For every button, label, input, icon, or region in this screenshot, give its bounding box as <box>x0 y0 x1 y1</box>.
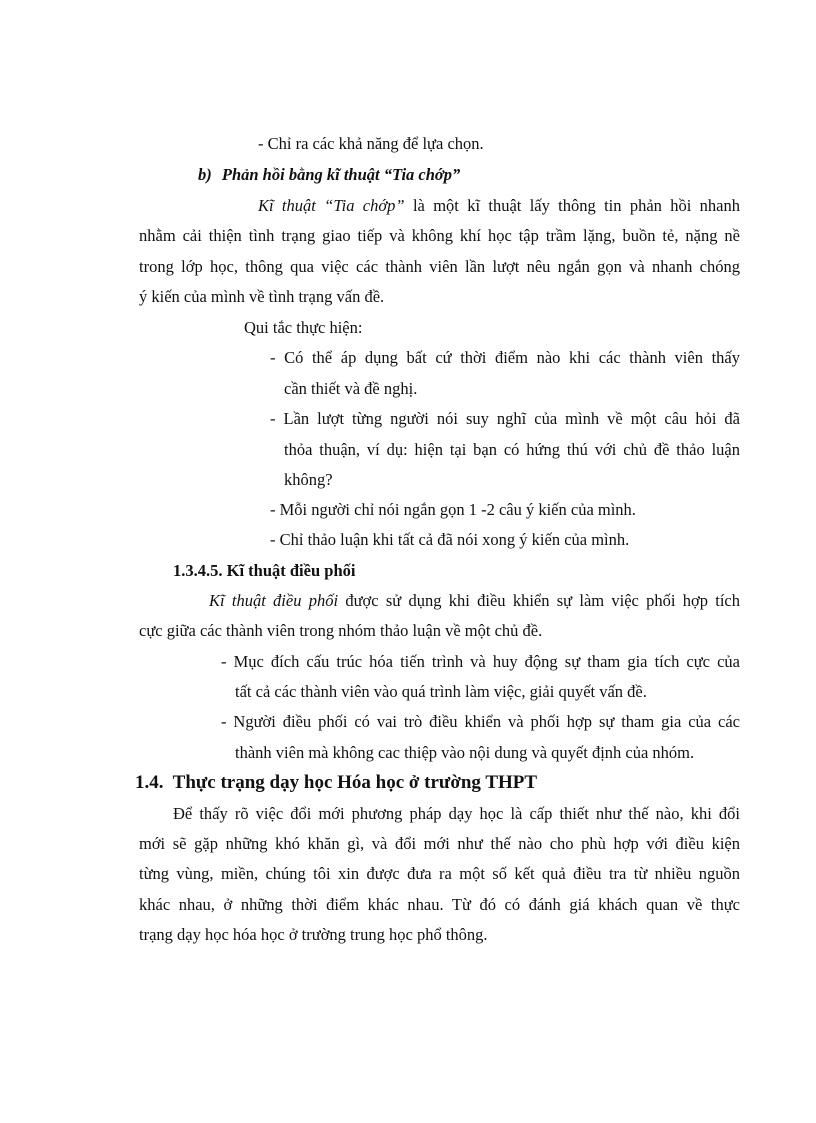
paragraph-line: trong lớp học, thông qua việc các thành viên lần lượt nêu ngắn gọn và nhanh chóng <box>139 257 740 276</box>
text-span: là một kĩ thuật lấy thông tin phản hồi nhanh <box>404 196 741 215</box>
paragraph-line: ý kiến của mình về tình trạng vấn đề. <box>139 287 385 306</box>
bullet-line: - Chỉ thảo luận khi tất cả đã nói xong ý kiến của mình. <box>270 530 630 549</box>
paragraph-line: trạng dạy học hóa học ở trường trung học phổ thông. <box>139 925 488 944</box>
bullet-continuation: cần thiết và đề nghị. <box>284 379 418 398</box>
paragraph-line: mới sẽ gặp những khó khăn gì, và đổi mới như thế nào cho phù hợp với điều kiện <box>139 834 740 853</box>
text-span: được sử dụng khi điều khiển sự làm việc phối hợp tích <box>338 591 740 610</box>
bullet-line: - Có thể áp dụng bất cứ thời điểm nào khi các thành viên thấy <box>270 348 740 367</box>
subsection-label: b) <box>198 165 212 184</box>
paragraph-line: khác nhau, ở những thời điểm khác nhau. Từ đó có đánh giá khách quan về thực <box>139 895 740 914</box>
bullet-continuation: thỏa thuận, ví dụ: hiện tại bạn có hứng thú với chủ đề thảo luận <box>284 440 740 459</box>
bullet-continuation: tất cả các thành viên vào quá trình làm việc, giải quyết vấn đề. <box>235 682 647 701</box>
subsection-title: Phản hồi bằng kĩ thuật “Tia chớp” <box>221 165 461 184</box>
chapter-heading: 1.4. Thực trạng dạy học Hóa học ở trường THPT <box>135 772 538 793</box>
paragraph-line <box>258 196 740 216</box>
paragraph-line: Để thấy rõ việc đổi mới phương pháp dạy học là cấp thiết như thế nào, khi đổi <box>173 804 740 823</box>
rules-label: Qui tắc thực hiện: <box>244 318 363 337</box>
bullet-line: - Mục đích cấu trúc hóa tiến trình và huy động sự tham gia tích cực của <box>221 652 740 671</box>
bullet-continuation: thành viên mà không cac thiệp vào nội dung và quyết định của nhóm. <box>235 743 695 762</box>
section-heading: 1.3.4.5. Kĩ thuật điều phối <box>173 561 356 580</box>
paragraph-line: cực giữa các thành viên trong nhóm thảo luận về một chủ đề. <box>139 621 543 640</box>
paragraph-line: nhằm cải thiện tình trạng giao tiếp và không khí học tập trầm lặng, buồn tẻ, nặng nề <box>139 226 740 245</box>
bullet-line: - Mỗi người chỉ nói ngắn gọn 1 -2 câu ý kiến của mình. <box>270 500 636 519</box>
paragraph-line: từng vùng, miền, chúng tôi xin được đưa ra một số kết quả điều tra từ nhiều nguồn <box>139 864 740 883</box>
subsection-heading <box>198 165 460 185</box>
term-italic: Kĩ thuật điều phối <box>209 591 339 610</box>
bullet-line: - Chỉ ra các khả năng để lựa chọn. <box>258 134 484 153</box>
bullet-line: - Người điều phối có vai trò điều khiển và phối hợp sự tham gia của các <box>221 712 740 731</box>
term-italic: Kĩ thuật “Tia chớp” <box>258 196 405 215</box>
bullet-line: - Lần lượt từng người nói suy nghĩ của mình về một câu hỏi đã <box>270 409 740 428</box>
paragraph-line <box>209 591 740 611</box>
bullet-continuation: không? <box>284 470 333 489</box>
